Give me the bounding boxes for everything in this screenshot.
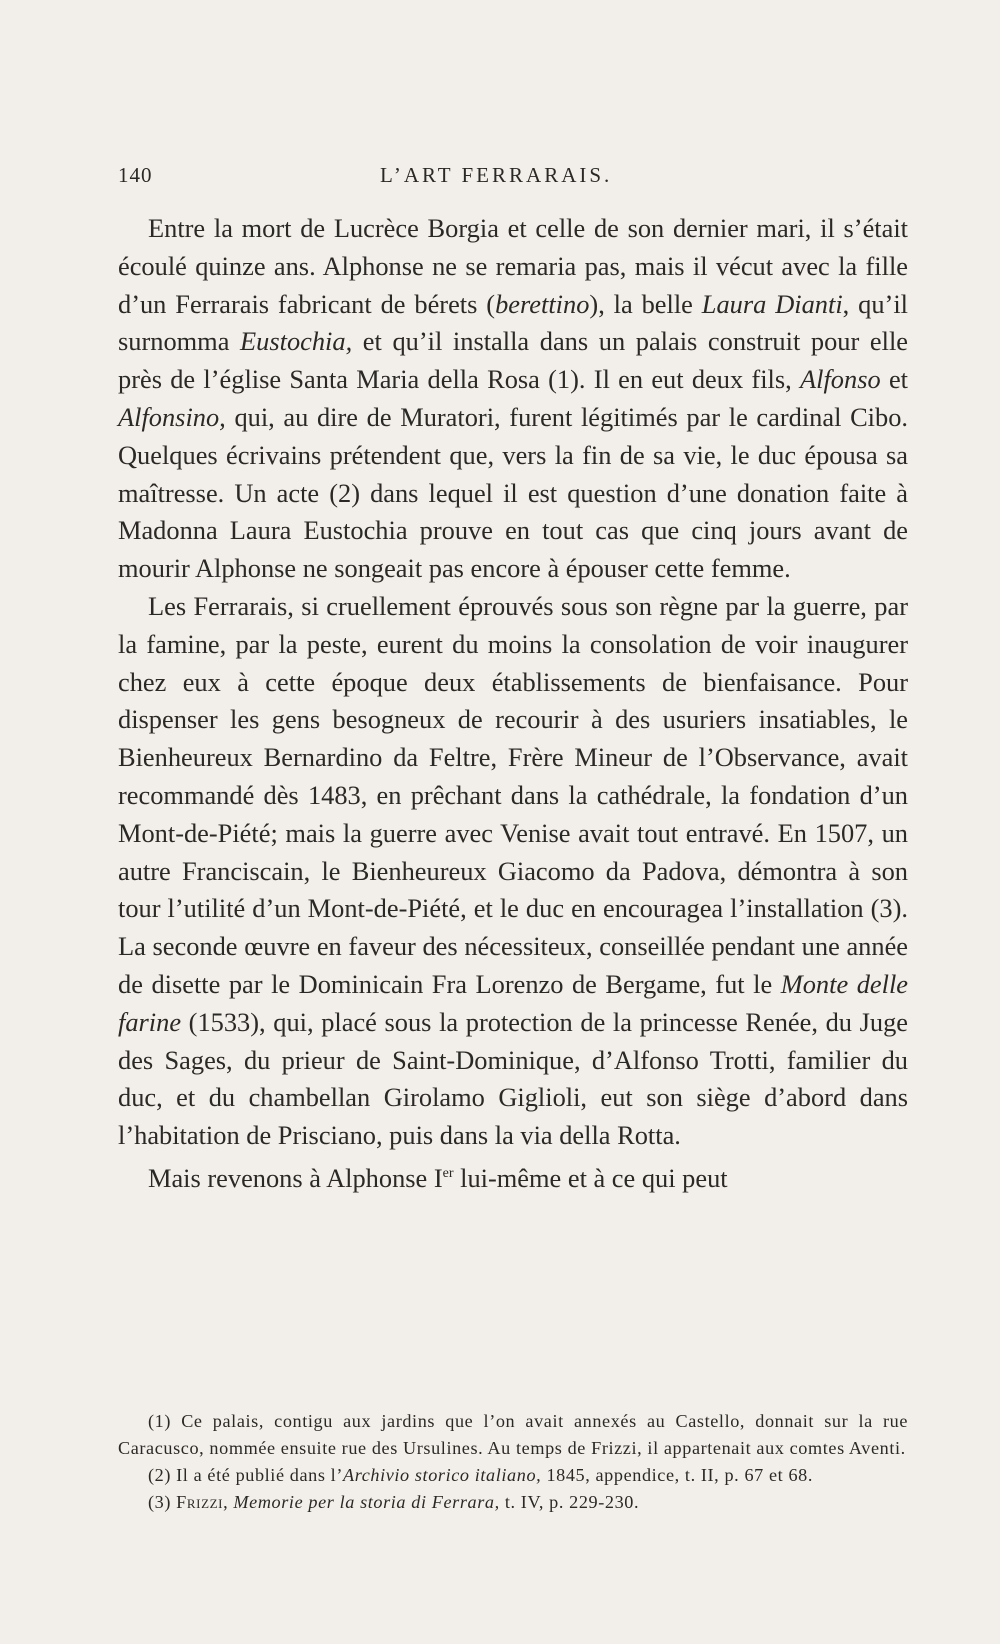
italic-title: Archivio storico italiano,: [342, 1465, 542, 1485]
text-run: Les Ferrarais, si cruellement éprouvés sous son règne par la guerre, par la famine, par la peste, eurent du moins la consolation de voir inaugurer chez eux à cette époque deux établissements de bienfaisance. Pour dispenser les gens besogneux de recourir à des usuriers insatiables, le Bienheureux Bernardino da Feltre, Frère Mineur de l’Observance, avait recommandé dès 1483, en prêchant dans la cathédrale, la fondation d’un Mont-de-Piété; mais la guerre avec Venise avait tout entravé. En 1507, un autre Franciscain, le Bienheureux Giacomo da Padova, démontra à son tour l’utilité d’un Mont-de-Piété, et le duc en encouragea l’installation (3). La seconde œuvre en faveur des nécessiteux, conseillée pendant une année de disette par le Dominicain Fra Lorenzo de Bergame, fut le: [118, 590, 908, 999]
footnote-2: [118, 1462, 908, 1489]
italic-name: Alfonso: [800, 364, 881, 395]
italic-name: Alfonsino,: [118, 401, 226, 432]
italic-name: Laura Dianti: [701, 288, 843, 319]
text-run: t. IV, p. 229-230.: [499, 1492, 640, 1512]
text-run: (1533), qui, placé sous la protection de la princesse Renée, du Juge des Sages, du prieur de Saint-Dominique, d’Alfonso Trotti, familier du duc, et du chambellan Girolamo Giglioli, eut son siège d’abord dans l’habitation de Prisciano, puis dans la via della Rotta.: [118, 1006, 908, 1151]
paragraph-3: [118, 1155, 908, 1198]
text-run: Mais revenons à Alphonse I: [148, 1162, 443, 1193]
italic-title: Memorie per la storia di Ferrara,: [233, 1492, 500, 1512]
superscript: er: [442, 1165, 454, 1181]
page-header: [118, 163, 908, 193]
text-run: , qu’il surnomma: [118, 288, 909, 357]
italic-title: Monte delle farine: [118, 968, 908, 1037]
paragraph-1: [118, 210, 908, 588]
text-run: 1845, appendice, t. II, p. 67 et 68.: [541, 1465, 814, 1485]
page-number: 140: [118, 163, 153, 187]
paragraph-2: [118, 588, 908, 1155]
italic-name: Eustochia,: [240, 326, 353, 357]
text-run: lui-même et à ce qui peut: [453, 1162, 728, 1193]
text-run: et qu’il installa dans un palais construit pour elle près de l’église Santa Maria della Rosa (1). Il en eut deux fils,: [118, 326, 908, 395]
author-name: Frizzi,: [176, 1492, 229, 1512]
footnote-3: [118, 1489, 908, 1516]
text-run: (3): [148, 1492, 177, 1512]
text-run: qui, au dire de Muratori, furent légitimés par le cardinal Cibo. Quelques écrivains prétendent que, vers la fin de sa vie, le duc épousa sa maîtresse. Un acte (2) dans lequel il est question d’une donation faite à Madonna Laura Eustochia prouve en tout cas que cinq jours avant de mourir Alphonse ne songeait pas encore à épouser cette femme.: [118, 401, 908, 584]
running-title: L’ART FERRARAIS.: [380, 163, 613, 187]
italic-term: berettino: [495, 288, 590, 319]
footnotes: [118, 1408, 908, 1516]
text-run: Entre la mort de Lucrèce Borgia et celle de son dernier mari, il s’était écoulé quinze ans. Alphonse ne se remaria pas, mais il vécut avec la fille d’un Ferrarais fabricant de bérets (: [118, 213, 908, 319]
main-text: [118, 210, 908, 1198]
text-run: et: [880, 364, 908, 395]
text-run: ), la belle: [589, 288, 702, 319]
footnote-1: (1) Ce palais, contigu aux jardins que l’on avait annexés au Castello, donnait sur la rue Caracusco, nommée ensuite rue des Ursulines. Au temps de Frizzi, il appartenait aux comtes Aventi.: [118, 1411, 908, 1458]
text-run: (2) Il a été publié dans l’: [148, 1465, 343, 1485]
